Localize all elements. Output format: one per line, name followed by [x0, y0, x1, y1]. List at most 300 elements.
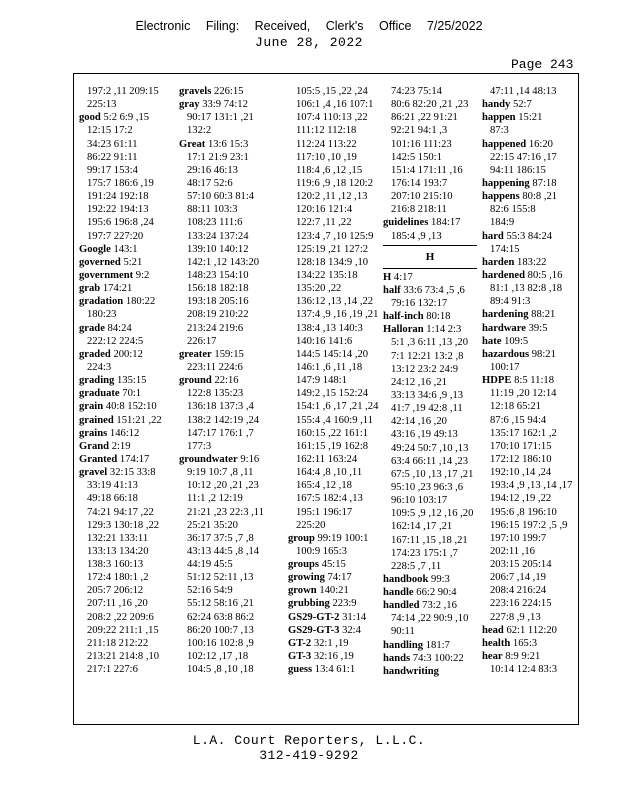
page-line-refs: 143:1	[113, 243, 138, 255]
index-continuation	[482, 387, 577, 400]
index-continuation	[79, 164, 171, 177]
page-line-refs: 55:3 84:24	[506, 230, 553, 242]
index-word: guess	[288, 664, 313, 676]
index-continuation	[288, 492, 380, 505]
page-line-refs: 74:3 100:22	[412, 652, 464, 664]
page-line-refs: 29:16 46:13	[187, 164, 238, 176]
index-continuation	[288, 466, 380, 479]
index-continuation	[383, 494, 477, 507]
index-word: health	[482, 637, 511, 649]
index-word: H	[383, 271, 392, 283]
index-word: handling	[383, 639, 424, 651]
index-continuation	[482, 532, 577, 545]
index-continuation	[288, 190, 380, 203]
page-line-refs: 32:1 ,19	[313, 637, 349, 649]
page-line-refs: 80:6 82:20 ,21 ,23	[391, 99, 469, 111]
index-continuation	[288, 151, 380, 164]
index-entry	[79, 453, 171, 466]
index-entry	[288, 532, 380, 545]
page-line-refs: 222:12 224:5	[87, 335, 144, 347]
index-word: half-inch	[383, 311, 424, 323]
index-word: Google	[79, 243, 111, 255]
page-line-refs: 44:19 45:5	[187, 559, 233, 571]
page-line-refs: 2:19	[111, 440, 131, 452]
index-word: Great	[179, 138, 206, 150]
page-line-refs: 202:11 ,16	[490, 545, 535, 557]
page-line-refs: 167:11 ,15 ,18 ,21	[391, 534, 468, 546]
index-continuation	[288, 453, 380, 466]
index-word: happen	[482, 112, 516, 124]
index-word: Halloran	[383, 324, 424, 336]
page-line-refs: 87:18	[532, 177, 557, 189]
index-word: hear	[482, 651, 503, 663]
page-line-refs: 136:18 137:3 ,4	[187, 401, 254, 413]
index-continuation	[179, 519, 275, 532]
index-continuation	[179, 611, 275, 624]
page-line-refs: 62:24 63:8 86:2	[187, 611, 255, 623]
index-continuation	[383, 612, 477, 625]
index-word: grubbing	[288, 598, 330, 610]
index-entry	[482, 138, 577, 151]
index-continuation	[482, 663, 577, 676]
page-line-refs: 213:21 214:8 ,10	[87, 651, 160, 663]
stamp-word: Received,	[254, 19, 311, 33]
index-continuation	[179, 124, 275, 137]
index-entry	[383, 284, 477, 297]
index-continuation	[79, 124, 171, 137]
page-line-refs: 144:5 145:14 ,20	[296, 348, 369, 360]
index-word: happening	[482, 177, 530, 189]
index-continuation	[79, 558, 171, 571]
index-continuation	[383, 111, 477, 124]
page-line-refs: 107:4 110:13 ,22	[296, 112, 368, 124]
index-continuation	[79, 637, 171, 650]
page-line-refs: 226:17	[187, 335, 217, 347]
index-entry	[383, 639, 477, 652]
index-continuation	[179, 322, 275, 335]
page-line-refs: 48:17 52:6	[187, 177, 233, 189]
page-line-refs: 67:5 ,10 ,13 ,17 ,21	[391, 468, 474, 480]
page-line-refs: 33:19 41:13	[87, 480, 138, 492]
index-entry	[482, 256, 577, 269]
index-continuation	[383, 520, 477, 533]
index-continuation	[179, 414, 275, 427]
index-continuation	[179, 663, 275, 676]
page-line-refs: 62:1 112:20	[506, 624, 557, 636]
index-continuation	[383, 442, 477, 455]
index-word: harden	[482, 256, 515, 268]
index-continuation	[482, 414, 577, 427]
index-continuation	[482, 506, 577, 519]
page-line-refs: 217:1 227:6	[87, 664, 138, 676]
page-line-refs: 177:3	[187, 440, 212, 452]
index-entry	[179, 138, 275, 151]
index-entry	[79, 256, 171, 269]
page-line-refs: 122:7 ,11 ,22	[296, 217, 352, 229]
page-line-refs: 105:5 ,15 ,22 ,24	[296, 86, 368, 97]
index-continuation	[179, 269, 275, 282]
index-continuation	[288, 98, 380, 111]
index-continuation	[179, 308, 275, 321]
index-word: guidelines	[383, 217, 429, 229]
page-line-refs: 133:24 137:24	[187, 230, 249, 242]
page-line-refs: 128:18 134:9 ,10	[296, 256, 369, 268]
index-entry	[482, 230, 577, 243]
index-entry	[79, 322, 171, 335]
index-entry	[383, 665, 477, 678]
page-line-refs: 125:19 ,21 127:2	[296, 243, 369, 255]
index-continuation	[288, 256, 380, 269]
index-continuation	[383, 336, 477, 349]
page-line-refs: 176:14 193:7	[391, 177, 448, 189]
index-word: GT-3	[288, 651, 312, 663]
page-line-refs: 207:10 215:10	[391, 191, 453, 203]
index-entry	[79, 466, 171, 479]
page-line-refs: 13:6 15:3	[207, 138, 249, 150]
page-line-refs: 49:18 66:18	[87, 493, 138, 505]
page-line-refs: 73:2 ,16	[422, 600, 457, 612]
index-word: happened	[482, 138, 527, 150]
page-line-refs: 119:6 ,9 ,18 120:2	[296, 177, 374, 189]
page-line-refs: 13:12 23:2 24:9	[391, 363, 459, 375]
page-line-refs: 80:18	[426, 311, 451, 323]
page-line-refs: 170:10 171:15	[490, 440, 552, 452]
page-line-refs: 147:17 176:1 ,7	[187, 427, 254, 439]
index-word: hazardous	[482, 348, 530, 360]
page-line-refs: 205:7 206:12	[87, 585, 144, 597]
index-column-3	[288, 85, 380, 676]
index-word: growing	[288, 572, 325, 584]
index-continuation	[383, 389, 477, 402]
index-entry	[79, 414, 171, 427]
index-continuation	[79, 216, 171, 229]
page-line-refs: 200:12	[113, 348, 143, 360]
page-line-refs: 4:17	[393, 271, 413, 283]
index-entry	[288, 584, 380, 597]
index-entry	[383, 586, 477, 599]
index-column-5	[482, 85, 577, 676]
index-continuation	[288, 440, 380, 453]
page-line-refs: 17:1 21:9 23:1	[187, 151, 249, 163]
index-entry	[288, 637, 380, 650]
page-line-refs: 160:15 ,22 161:1	[296, 427, 369, 439]
index-continuation	[482, 545, 577, 558]
index-continuation	[383, 98, 477, 111]
page-line-refs: 63:4 66:11 ,14 ,23	[391, 455, 469, 467]
index-entry	[79, 374, 171, 387]
index-continuation	[482, 571, 577, 584]
page-line-refs: 184:9	[490, 217, 515, 229]
index-word: head	[482, 624, 504, 636]
index-continuation	[288, 348, 380, 361]
page-line-refs: 167:5 182:4 ,13	[296, 493, 363, 505]
page-line-refs: 175:7 186:6 ,19	[87, 177, 154, 189]
index-entry	[79, 440, 171, 453]
index-continuation	[288, 427, 380, 440]
index-continuation	[288, 545, 380, 558]
page-line-refs: 151:4 171:11 ,16	[391, 164, 463, 176]
index-continuation	[482, 361, 577, 374]
index-continuation	[383, 124, 477, 137]
page-line-refs: 191:24 192:18	[87, 191, 149, 203]
index-continuation	[383, 481, 477, 494]
page-line-refs: 112:24 113:22	[296, 138, 357, 150]
index-continuation	[482, 440, 577, 453]
page-line-refs: 86:22 91:11	[87, 151, 138, 163]
page-line-refs: 100:9 165:3	[296, 545, 347, 557]
page-line-refs: 88:21	[531, 309, 556, 321]
index-entry	[482, 374, 577, 387]
index-continuation	[79, 479, 171, 492]
page-line-refs: 21:21 ,23 22:3 ,11	[187, 506, 265, 518]
page-line-refs: 135:15	[116, 375, 147, 387]
page-line-refs: 138:3 160:13	[87, 559, 144, 571]
page-line-refs: 142:1 ,12 143:20	[187, 256, 260, 268]
page-line-refs: 99:19 100:1	[317, 532, 369, 544]
index-continuation	[383, 190, 477, 203]
index-continuation	[179, 400, 275, 413]
index-word: hands	[383, 652, 411, 664]
index-entry	[288, 571, 380, 584]
page-line-refs: 74:17	[327, 572, 352, 584]
page-line-refs: 32:16 ,19	[313, 651, 354, 663]
page-line-refs: 223:16 224:15	[490, 598, 552, 610]
index-continuation	[179, 479, 275, 492]
page-line-refs: 98:21	[531, 348, 556, 360]
index-word: gravel	[79, 467, 108, 479]
index-continuation	[383, 177, 477, 190]
index-continuation	[79, 230, 171, 243]
page-line-refs: 135:20 ,22	[296, 283, 342, 295]
page-line-refs: 155:4 ,4 160:9 ,11	[296, 414, 374, 426]
page-line-refs: 12:15 17:2	[87, 125, 133, 137]
index-continuation	[79, 571, 171, 584]
index-continuation	[482, 295, 577, 308]
index-word: happens	[482, 191, 520, 203]
index-entry	[482, 111, 577, 124]
page-line-refs: 100:16 102:8 ,9	[187, 637, 254, 649]
page-line-refs: 1:14 2:3	[426, 324, 462, 336]
section-letter: H	[383, 245, 477, 269]
page-line-refs: 139:10 140:12	[187, 243, 249, 255]
index-continuation	[79, 624, 171, 637]
index-entry	[482, 98, 577, 111]
index-continuation	[179, 545, 275, 558]
page-line-refs: 197:7 227:20	[87, 230, 144, 242]
index-word: hate	[482, 335, 502, 347]
page-line-refs: 185:4 ,9 ,13	[391, 230, 442, 242]
page-line-refs: 161:15 ,19 162:8	[296, 440, 369, 452]
index-continuation	[179, 216, 275, 229]
page-line-refs: 32:15 33:8	[109, 467, 156, 479]
page-line-refs: 108:23 111:6	[187, 217, 243, 229]
page-line-refs: 172:12 186:10	[490, 453, 552, 465]
index-continuation	[288, 308, 380, 321]
index-continuation	[79, 151, 171, 164]
page-line-refs: 32:4	[342, 624, 361, 636]
index-continuation	[288, 177, 380, 190]
page-line-refs: 8:9 9:21	[505, 651, 541, 663]
page-line-refs: 109:5	[504, 335, 529, 347]
index-word: hardening	[482, 309, 529, 321]
page-line-refs: 207:11 ,16 ,20	[87, 598, 148, 610]
page-line-refs: 87:3	[490, 125, 509, 137]
page-line-refs: 180:23	[87, 309, 117, 321]
page-line-refs: 88:11 103:3	[187, 204, 238, 216]
page-line-refs: 223:11 224:6	[187, 361, 243, 373]
index-word: groundwater	[179, 453, 238, 465]
page-line-refs: 140:21	[319, 585, 349, 597]
page-line-refs: 224:3	[87, 361, 112, 373]
index-continuation	[288, 506, 380, 519]
index-continuation	[288, 374, 380, 387]
deposition-date: June 28, 2022	[255, 35, 363, 50]
index-word: hardware	[482, 322, 526, 334]
page-line-refs: 82:6 155:8	[490, 204, 536, 216]
index-continuation	[79, 361, 171, 374]
reporter-phone: 312-419-9292	[259, 748, 359, 763]
index-word: Grand	[79, 440, 110, 452]
index-continuation	[383, 203, 477, 216]
page-line-refs: 228:5 ,7 ,11	[391, 560, 442, 572]
index-continuation	[288, 243, 380, 256]
index-entry	[383, 323, 477, 336]
index-word: ground	[179, 375, 212, 387]
index-entry	[482, 348, 577, 361]
page-line-refs: 39:5	[528, 322, 548, 334]
index-continuation	[288, 479, 380, 492]
page-line-refs: 9:2	[135, 269, 150, 281]
page-line-refs: 193:4 ,9 ,13 ,14 ,17	[490, 480, 573, 492]
index-continuation	[179, 151, 275, 164]
index-continuation	[179, 466, 275, 479]
index-continuation	[383, 625, 477, 638]
page-line-refs: 136:12 ,13 ,14 ,22	[296, 296, 374, 308]
page-line-refs: 193:18 205:16	[187, 296, 249, 308]
index-continuation	[383, 164, 477, 177]
page-line-refs: 94:11 186:15	[490, 164, 546, 176]
page-line-refs: 12:18 65:21	[490, 401, 541, 413]
index-word: half	[383, 284, 401, 296]
page-line-refs: 57:10 60:3 81:4	[187, 191, 255, 203]
index-continuation	[179, 624, 275, 637]
index-entry	[79, 387, 171, 400]
page-line-refs: 223:9	[332, 598, 357, 610]
stamp-word: Electronic	[135, 19, 191, 33]
index-entry	[179, 85, 275, 98]
page-line-refs: 208:2 ,22 209:6	[87, 611, 154, 623]
index-continuation	[179, 440, 275, 453]
index-word: gray	[179, 99, 200, 111]
index-continuation	[482, 400, 577, 413]
filing-stamp-line	[0, 19, 618, 33]
index-continuation	[383, 85, 477, 98]
page-line-refs: 99:3	[431, 573, 450, 585]
index-continuation	[288, 269, 380, 282]
page-line-refs: 226:15	[214, 86, 244, 97]
index-continuation	[79, 177, 171, 190]
page-line-refs: 165:4 ,12 ,18	[296, 480, 352, 492]
page-number: Page 243	[511, 57, 574, 72]
stamp-word: 7/25/2022	[426, 19, 483, 33]
page-line-refs: 138:4 ,13 140:3	[296, 322, 363, 334]
index-continuation	[383, 230, 477, 243]
page-line-refs: 89:4 91:3	[490, 296, 531, 308]
page-line-refs: 102:12 ,17 ,18	[187, 651, 249, 663]
index-entry	[482, 335, 577, 348]
page-line-refs: 16:20	[528, 138, 553, 150]
index-continuation	[79, 98, 171, 111]
index-word: hardened	[482, 269, 525, 281]
page-line-refs: 134:22 135:18	[296, 269, 358, 281]
index-continuation	[482, 466, 577, 479]
index-continuation	[179, 230, 275, 243]
index-continuation	[288, 519, 380, 532]
page-line-refs: 74:14 ,22 90:9 ,10	[391, 613, 469, 625]
index-continuation	[179, 361, 275, 374]
index-continuation	[383, 455, 477, 468]
stamp-word: Filing:	[205, 19, 240, 33]
page-line-refs: 162:11 163:24	[296, 453, 358, 465]
index-continuation	[383, 402, 477, 415]
page-line-refs: 33:9 74:12	[202, 99, 248, 111]
index-continuation	[288, 138, 380, 151]
index-word: government	[79, 269, 134, 281]
index-word: HDPE	[482, 375, 512, 387]
index-continuation	[383, 507, 477, 520]
page-line-refs: 13:4 61:1	[314, 664, 356, 676]
page-line-refs: 66:2 90:4	[416, 587, 457, 599]
page-line-refs: 135:17 162:1 ,2	[490, 427, 557, 439]
index-word: hard	[482, 230, 504, 242]
page-line-refs: 184:17	[431, 217, 461, 229]
index-entry	[179, 453, 275, 466]
index-continuation	[288, 400, 380, 413]
page-line-refs: 216:8 218:11	[391, 204, 447, 216]
index-continuation	[383, 350, 477, 363]
page-line-refs: 33:13 34:6 ,9 ,13	[391, 389, 464, 401]
reporter-company: L.A. Court Reporters, L.L.C.	[192, 733, 426, 748]
index-continuation	[179, 295, 275, 308]
index-word: governed	[79, 256, 121, 268]
page-line-refs: 132:2	[187, 125, 212, 137]
page-line-refs: 138:2 142:19 ,24	[187, 414, 260, 426]
page-line-refs: 9:19 10:7 ,8 ,11	[187, 467, 254, 479]
index-word: GS29-GT-3	[288, 624, 340, 636]
page-line-refs: 33:6 73:4 ,5 ,6	[403, 284, 465, 296]
index-entry	[383, 599, 477, 612]
index-continuation	[79, 335, 171, 348]
index-continuation	[383, 547, 477, 560]
page-line-refs: 164:4 ,8 ,10 ,11	[296, 467, 363, 479]
page-line-refs: 142:5 150:1	[391, 151, 442, 163]
index-entry	[383, 271, 477, 284]
index-continuation	[383, 468, 477, 481]
index-entry	[79, 348, 171, 361]
page-line-refs: 106:1 ,4 ,16 107:1	[296, 99, 374, 111]
page-line-refs: 123:4 ,7 ,10 125:9	[296, 230, 374, 242]
index-word: Granted	[79, 453, 118, 465]
page-line-refs: 52:7	[512, 99, 532, 111]
index-continuation	[482, 151, 577, 164]
index-continuation	[179, 243, 275, 256]
index-continuation	[79, 584, 171, 597]
index-column-1	[79, 85, 171, 676]
index-entry	[288, 597, 380, 610]
index-continuation	[482, 282, 577, 295]
index-continuation	[383, 297, 477, 310]
index-entry	[79, 269, 171, 282]
